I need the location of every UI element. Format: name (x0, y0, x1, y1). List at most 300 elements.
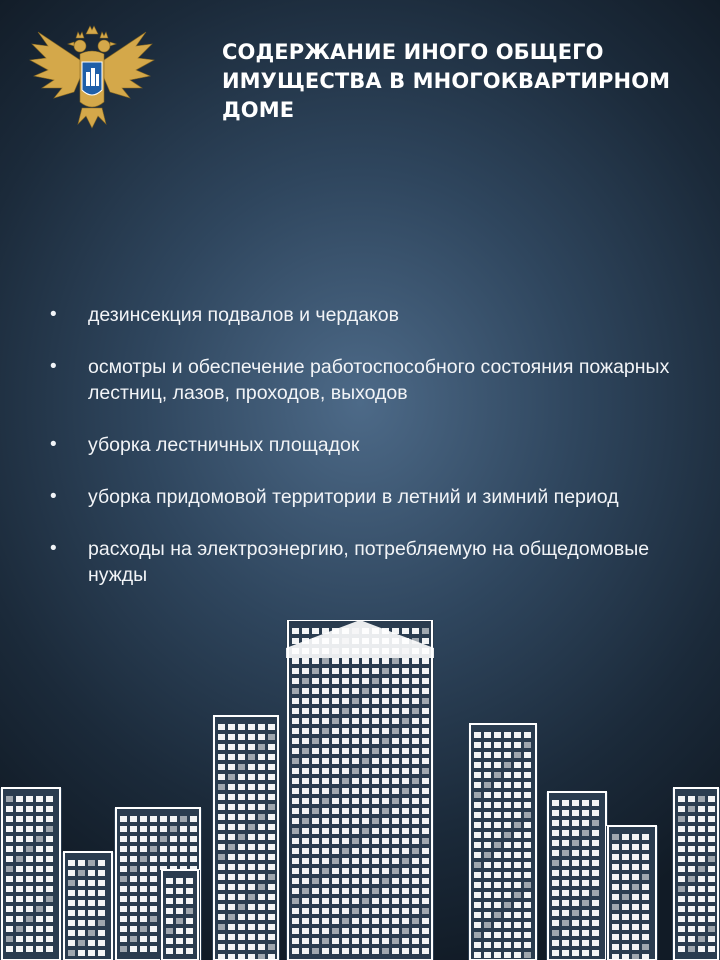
building-window (412, 708, 419, 714)
building-window (292, 628, 299, 634)
building-window (372, 708, 379, 714)
building-window (248, 924, 255, 930)
building-window (312, 828, 319, 834)
building-window (78, 880, 85, 886)
building-window (392, 838, 399, 844)
building-window (422, 948, 429, 954)
building-window (238, 954, 245, 960)
building-window (322, 858, 329, 864)
building-window (186, 898, 193, 904)
building-window (238, 834, 245, 840)
building-window (592, 850, 599, 856)
building-window (514, 752, 521, 758)
building-window (422, 668, 429, 674)
building-window (698, 866, 705, 872)
building-window (422, 718, 429, 724)
building-window (186, 928, 193, 934)
building-window (248, 724, 255, 730)
building-window (292, 938, 299, 944)
building-window (150, 876, 157, 882)
building-window (332, 808, 339, 814)
building-window (622, 864, 629, 870)
building-window (524, 832, 531, 838)
building-window (412, 818, 419, 824)
building-window (392, 718, 399, 724)
building-window (592, 810, 599, 816)
building-window (552, 950, 559, 956)
building-window (632, 884, 639, 890)
building-window (322, 768, 329, 774)
building-window (352, 818, 359, 824)
building-window (312, 908, 319, 914)
building-window (412, 688, 419, 694)
building-window (382, 898, 389, 904)
building-window (514, 922, 521, 928)
building-window (678, 886, 685, 892)
building-window (622, 924, 629, 930)
building-window (514, 772, 521, 778)
building-window (688, 856, 695, 862)
building-window (228, 744, 235, 750)
building-window (372, 678, 379, 684)
building-window (642, 884, 649, 890)
building-window (342, 838, 349, 844)
building-window (402, 868, 409, 874)
building-window (312, 808, 319, 814)
list-item-text: уборка лестничных площадок (88, 434, 360, 456)
building-window (392, 758, 399, 764)
building-window (342, 808, 349, 814)
building-window (352, 728, 359, 734)
building-window (412, 888, 419, 894)
building-window (524, 782, 531, 788)
building-window (382, 818, 389, 824)
building-window (504, 942, 511, 948)
building-window (140, 946, 147, 952)
building-window (562, 930, 569, 936)
building-window (504, 842, 511, 848)
building-window (392, 908, 399, 914)
building-window (342, 718, 349, 724)
building-window (582, 940, 589, 946)
building-window (698, 926, 705, 932)
building-window (632, 834, 639, 840)
building-window (160, 826, 167, 832)
building-window (228, 734, 235, 740)
building-window (120, 816, 127, 822)
building-window (372, 938, 379, 944)
building-window (342, 928, 349, 934)
building-window (484, 952, 491, 958)
building-window (176, 938, 183, 944)
building-window (176, 918, 183, 924)
building-window (642, 834, 649, 840)
building-window (268, 804, 275, 810)
building-window (688, 816, 695, 822)
building-window (362, 918, 369, 924)
building-window (612, 924, 619, 930)
building-window (382, 788, 389, 794)
building-window (412, 678, 419, 684)
building-window (412, 718, 419, 724)
building-window (708, 866, 715, 872)
building-window (362, 878, 369, 884)
building-window (170, 836, 177, 842)
building-window (322, 738, 329, 744)
building-window (392, 798, 399, 804)
building-window (698, 856, 705, 862)
building-window (312, 668, 319, 674)
building-window (708, 946, 715, 952)
building-window (622, 884, 629, 890)
building-window (312, 788, 319, 794)
page-title: СОДЕРЖАНИЕ ИНОГО ОБЩЕГО ИМУЩЕСТВА В МНОГОКВАРТИРНОМ ДОМЕ (222, 40, 671, 122)
building-window (572, 840, 579, 846)
building-window (258, 874, 265, 880)
building-window (484, 842, 491, 848)
building-window (228, 914, 235, 920)
building-window (592, 930, 599, 936)
building-window (524, 932, 531, 938)
building-window (258, 794, 265, 800)
building-window (258, 784, 265, 790)
building-window (140, 826, 147, 832)
building-window (78, 930, 85, 936)
building-window (26, 896, 33, 902)
building-window (26, 926, 33, 932)
building-window (292, 888, 299, 894)
building-window (412, 828, 419, 834)
building-window (218, 734, 225, 740)
building-window (422, 728, 429, 734)
building-window (382, 658, 389, 664)
building-window (474, 932, 481, 938)
building-window (332, 838, 339, 844)
building-window (268, 874, 275, 880)
building-window (474, 922, 481, 928)
building-window (170, 856, 177, 862)
building-window (248, 894, 255, 900)
building-window (6, 876, 13, 882)
building-window (120, 926, 127, 932)
building-window (120, 876, 127, 882)
building-window (708, 806, 715, 812)
building-window (474, 912, 481, 918)
building-window (46, 866, 53, 872)
building-window (572, 940, 579, 946)
building-window (514, 822, 521, 828)
building-window (422, 878, 429, 884)
building-window (302, 738, 309, 744)
building-window (352, 758, 359, 764)
building-window (524, 752, 531, 758)
building-window (228, 784, 235, 790)
building-window (362, 748, 369, 754)
building-window (130, 886, 137, 892)
building-window (402, 818, 409, 824)
building-window (352, 688, 359, 694)
list-item (50, 536, 690, 588)
building-window (332, 678, 339, 684)
building-window (228, 724, 235, 730)
building-window (572, 870, 579, 876)
building-window (422, 778, 429, 784)
building-window (332, 848, 339, 854)
building-window (46, 806, 53, 812)
building-window (130, 936, 137, 942)
building-window (218, 954, 225, 960)
building-window (632, 924, 639, 930)
building-window (258, 724, 265, 730)
building-window (130, 926, 137, 932)
building-window (68, 900, 75, 906)
building-window (708, 846, 715, 852)
building-window (36, 906, 43, 912)
building-window (228, 894, 235, 900)
building-window (622, 894, 629, 900)
building-window (292, 698, 299, 704)
building-window (372, 818, 379, 824)
building-window (514, 792, 521, 798)
building-window (524, 872, 531, 878)
building-window (514, 832, 521, 838)
building-window (422, 738, 429, 744)
building-window (484, 922, 491, 928)
building-window (562, 920, 569, 926)
building-window (352, 668, 359, 674)
building-window (494, 762, 501, 768)
building-window (582, 880, 589, 886)
building-window (322, 938, 329, 944)
building-window (592, 880, 599, 886)
building-window (332, 948, 339, 954)
building-window (392, 658, 399, 664)
building-window (688, 926, 695, 932)
building-window (412, 668, 419, 674)
building-window (582, 840, 589, 846)
building-window (392, 888, 399, 894)
list-item (50, 484, 690, 510)
building-window (302, 868, 309, 874)
building-window (352, 678, 359, 684)
building-window (176, 898, 183, 904)
building-window (372, 658, 379, 664)
building-window (228, 864, 235, 870)
building-window (292, 658, 299, 664)
building-window (68, 930, 75, 936)
building-window (120, 846, 127, 852)
building-window (302, 758, 309, 764)
building-window (186, 888, 193, 894)
building-window (150, 886, 157, 892)
building-window (302, 628, 309, 634)
building-window (352, 738, 359, 744)
building-window (474, 832, 481, 838)
building-window (612, 864, 619, 870)
building-window (622, 954, 629, 960)
building-window (484, 862, 491, 868)
building-window (382, 808, 389, 814)
building-window (524, 822, 531, 828)
building-window (140, 846, 147, 852)
building-window (218, 834, 225, 840)
building-window (592, 910, 599, 916)
building-window (352, 808, 359, 814)
building-window (312, 878, 319, 884)
building-window (332, 828, 339, 834)
building-window (26, 886, 33, 892)
building-window (36, 916, 43, 922)
building-window (302, 848, 309, 854)
building-window (322, 838, 329, 844)
building-window (494, 842, 501, 848)
building-window (412, 798, 419, 804)
building-window (572, 810, 579, 816)
building-window (402, 918, 409, 924)
building-window (302, 948, 309, 954)
building-window (120, 946, 127, 952)
building-window (572, 890, 579, 896)
building-window (392, 938, 399, 944)
building-window (268, 924, 275, 930)
building-window (382, 918, 389, 924)
building-window (392, 808, 399, 814)
building-window (322, 898, 329, 904)
building-window (412, 948, 419, 954)
building-window (218, 924, 225, 930)
building-window (322, 848, 329, 854)
building-window (514, 862, 521, 868)
building-window (332, 788, 339, 794)
building-window (592, 860, 599, 866)
building-window (238, 844, 245, 850)
building-window (26, 946, 33, 952)
building-window (166, 928, 173, 934)
building-window (362, 698, 369, 704)
building-window (372, 668, 379, 674)
building-window (402, 658, 409, 664)
building-window (632, 934, 639, 940)
building-window (402, 848, 409, 854)
building-window (372, 878, 379, 884)
building-window (494, 872, 501, 878)
building-window (98, 940, 105, 946)
building-window (642, 874, 649, 880)
building-window (688, 826, 695, 832)
building-window (68, 890, 75, 896)
building-window (6, 856, 13, 862)
building-window (392, 778, 399, 784)
building-window (698, 906, 705, 912)
building-window (352, 718, 359, 724)
building-window (504, 922, 511, 928)
building-window (258, 864, 265, 870)
building-window (362, 898, 369, 904)
building-window (642, 904, 649, 910)
building-window (166, 878, 173, 884)
building-window (514, 912, 521, 918)
building-window (474, 852, 481, 858)
building-window (402, 738, 409, 744)
building-window (582, 830, 589, 836)
building-window (412, 738, 419, 744)
building-window (494, 852, 501, 858)
building-window (150, 936, 157, 942)
building-window (582, 890, 589, 896)
building-window (130, 866, 137, 872)
building-window (494, 942, 501, 948)
building-window (612, 874, 619, 880)
building-window (248, 884, 255, 890)
building-window (392, 898, 399, 904)
building-window (322, 808, 329, 814)
building-window (612, 934, 619, 940)
building-window (332, 818, 339, 824)
building-window (592, 950, 599, 956)
building-window (268, 904, 275, 910)
building-window (402, 928, 409, 934)
building-window (120, 826, 127, 832)
building-window (494, 812, 501, 818)
building-window (582, 800, 589, 806)
building-window (88, 890, 95, 896)
building-window (302, 708, 309, 714)
building-window (322, 678, 329, 684)
building-window (248, 944, 255, 950)
building-window (312, 928, 319, 934)
building-window (402, 708, 409, 714)
list-item (50, 302, 690, 328)
building-window (218, 874, 225, 880)
building-window (190, 816, 197, 822)
building-window (352, 798, 359, 804)
building-window (150, 866, 157, 872)
building-window (312, 798, 319, 804)
building-window (678, 846, 685, 852)
building-window (248, 744, 255, 750)
building-window (342, 918, 349, 924)
building-window (632, 894, 639, 900)
building-window (292, 758, 299, 764)
building-window (248, 844, 255, 850)
building-window (562, 900, 569, 906)
building-window (382, 708, 389, 714)
building-window (176, 928, 183, 934)
building-window (612, 904, 619, 910)
building-window (218, 804, 225, 810)
building-window (332, 858, 339, 864)
building-window (292, 788, 299, 794)
building-window (402, 788, 409, 794)
building-window (484, 802, 491, 808)
building-window (98, 900, 105, 906)
building-window (238, 894, 245, 900)
building-window (402, 878, 409, 884)
building-window (218, 894, 225, 900)
building-window (552, 910, 559, 916)
building-window (166, 938, 173, 944)
building-window (612, 944, 619, 950)
building-window (292, 838, 299, 844)
building-window (422, 818, 429, 824)
building-window (382, 738, 389, 744)
building-window (698, 946, 705, 952)
building-window (150, 896, 157, 902)
building-window (382, 908, 389, 914)
building-window (372, 848, 379, 854)
building-window (248, 914, 255, 920)
building-window (514, 742, 521, 748)
